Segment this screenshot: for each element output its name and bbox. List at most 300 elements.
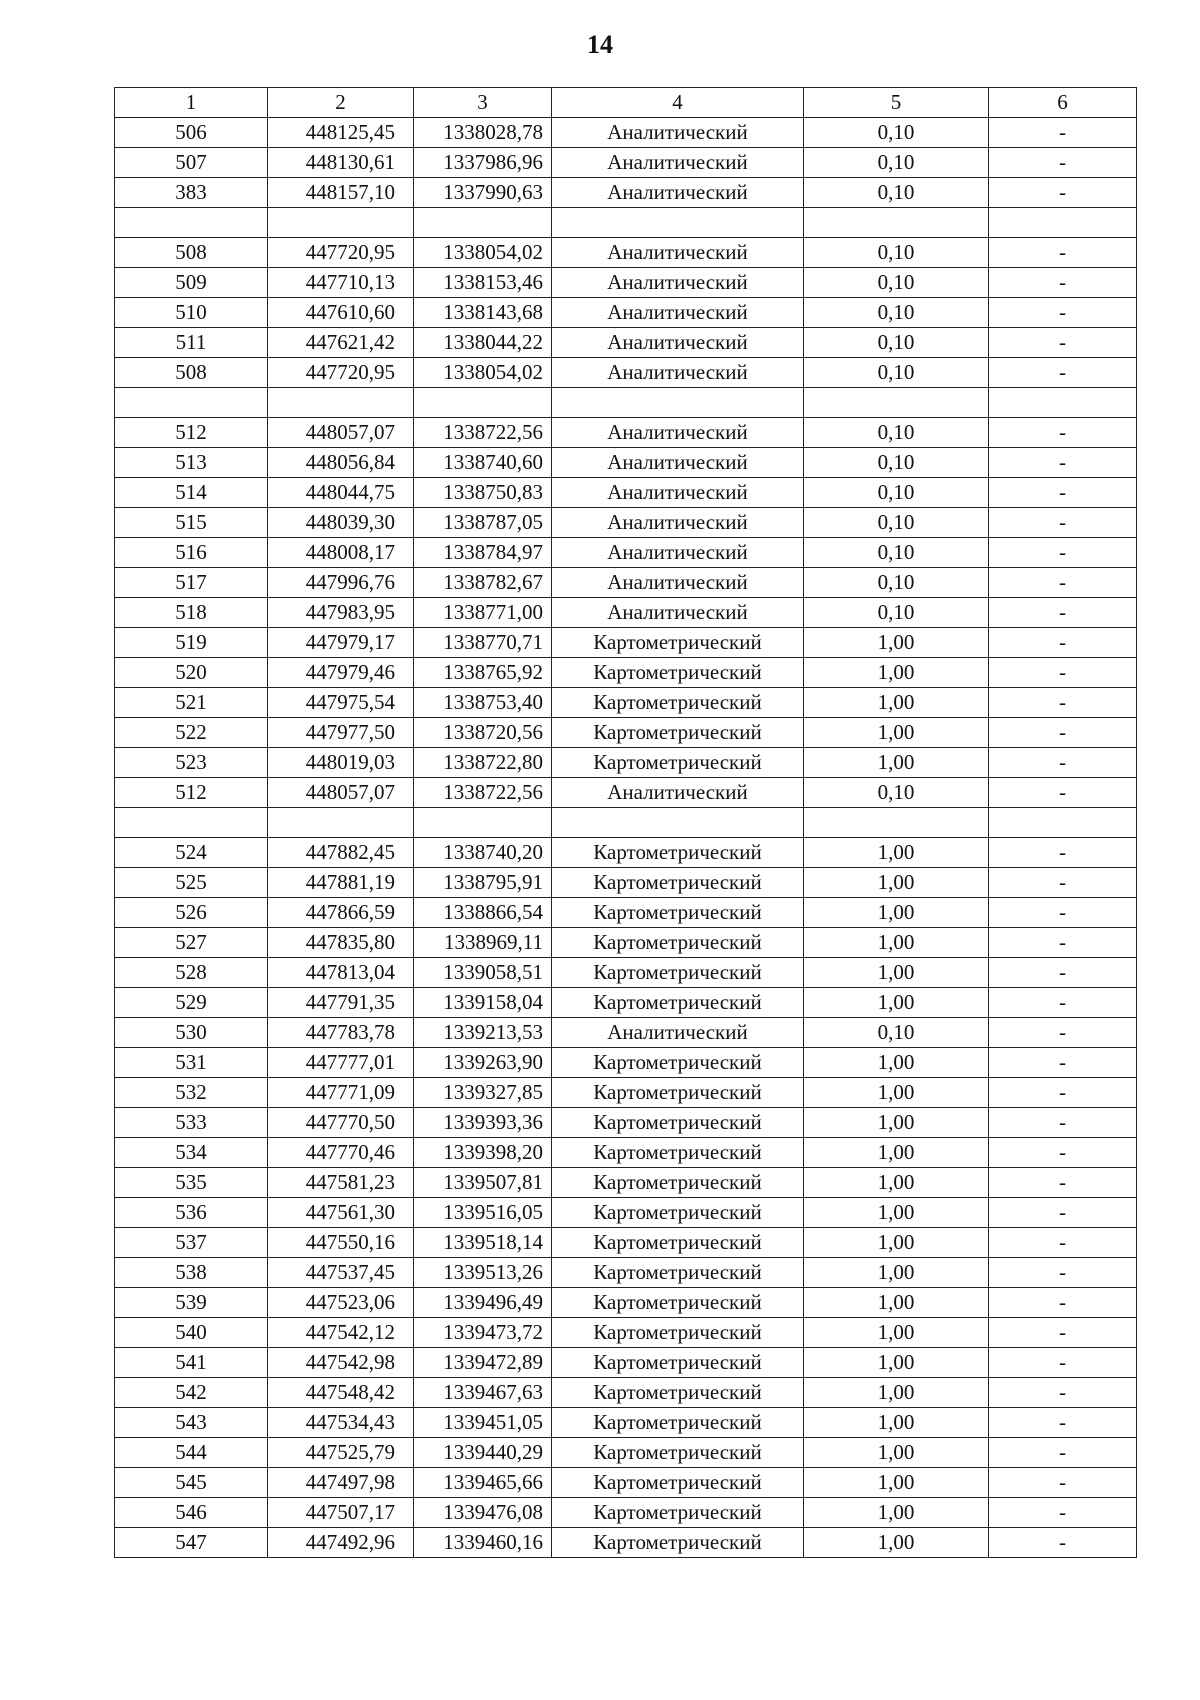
point-number-cell: 522 bbox=[115, 718, 268, 748]
y-coordinate-cell: 1338765,92 bbox=[414, 658, 552, 688]
y-coordinate-cell: 1337986,96 bbox=[414, 148, 552, 178]
x-coordinate-cell: 447881,19 bbox=[268, 868, 414, 898]
table-row bbox=[115, 1228, 1137, 1258]
accuracy-cell: 1,00 bbox=[804, 1438, 989, 1468]
x-coordinate-cell: 447975,54 bbox=[268, 688, 414, 718]
table-row bbox=[115, 238, 1137, 268]
y-coordinate-cell: 1338787,05 bbox=[414, 508, 552, 538]
table-row bbox=[115, 1258, 1137, 1288]
y-coordinate-cell: 1338771,00 bbox=[414, 598, 552, 628]
table-row bbox=[115, 208, 1137, 238]
accuracy-cell: 0,10 bbox=[804, 118, 989, 148]
table-row bbox=[115, 748, 1137, 778]
note-cell: - bbox=[989, 778, 1137, 808]
note-cell: - bbox=[989, 688, 1137, 718]
point-number-cell: 531 bbox=[115, 1048, 268, 1078]
point-number-cell: 536 bbox=[115, 1198, 268, 1228]
point-number-cell: 529 bbox=[115, 988, 268, 1018]
column-header: 2 bbox=[268, 88, 414, 118]
y-coordinate-cell: 1339496,49 bbox=[414, 1288, 552, 1318]
point-number-cell: 518 bbox=[115, 598, 268, 628]
y-coordinate-cell: 1339513,26 bbox=[414, 1258, 552, 1288]
accuracy-cell: 1,00 bbox=[804, 1198, 989, 1228]
accuracy-cell: 0,10 bbox=[804, 328, 989, 358]
note-cell: - bbox=[989, 1438, 1137, 1468]
point-number-cell: 516 bbox=[115, 538, 268, 568]
point-number-cell: 546 bbox=[115, 1498, 268, 1528]
column-header: 4 bbox=[552, 88, 804, 118]
point-number-cell: 539 bbox=[115, 1288, 268, 1318]
table-body bbox=[115, 118, 1137, 1558]
method-cell: Аналитический bbox=[552, 358, 804, 388]
x-coordinate-cell: 447979,46 bbox=[268, 658, 414, 688]
x-coordinate-cell: 447882,45 bbox=[268, 838, 414, 868]
method-cell bbox=[552, 388, 804, 418]
x-coordinate-cell: 447610,60 bbox=[268, 298, 414, 328]
method-cell: Картометрический bbox=[552, 1228, 804, 1258]
x-coordinate-cell: 448057,07 bbox=[268, 418, 414, 448]
x-coordinate-cell bbox=[268, 808, 414, 838]
point-number-cell: 544 bbox=[115, 1438, 268, 1468]
accuracy-cell: 1,00 bbox=[804, 628, 989, 658]
x-coordinate-cell: 447507,17 bbox=[268, 1498, 414, 1528]
note-cell: - bbox=[989, 1348, 1137, 1378]
x-coordinate-cell: 447720,95 bbox=[268, 238, 414, 268]
y-coordinate-cell: 1338740,60 bbox=[414, 448, 552, 478]
table-row bbox=[115, 1348, 1137, 1378]
x-coordinate-cell: 447813,04 bbox=[268, 958, 414, 988]
table-row bbox=[115, 1438, 1137, 1468]
method-cell: Картометрический bbox=[552, 1258, 804, 1288]
method-cell: Аналитический bbox=[552, 298, 804, 328]
accuracy-cell: 1,00 bbox=[804, 1498, 989, 1528]
y-coordinate-cell: 1339263,90 bbox=[414, 1048, 552, 1078]
note-cell: - bbox=[989, 1318, 1137, 1348]
table-row bbox=[115, 1528, 1137, 1558]
y-coordinate-cell: 1338054,02 bbox=[414, 358, 552, 388]
method-cell: Аналитический bbox=[552, 268, 804, 298]
method-cell: Аналитический bbox=[552, 148, 804, 178]
note-cell: - bbox=[989, 838, 1137, 868]
table-row bbox=[115, 298, 1137, 328]
note-cell: - bbox=[989, 568, 1137, 598]
point-number-cell: 541 bbox=[115, 1348, 268, 1378]
column-header: 1 bbox=[115, 88, 268, 118]
table-row bbox=[115, 658, 1137, 688]
column-header: 3 bbox=[414, 88, 552, 118]
note-cell: - bbox=[989, 1018, 1137, 1048]
note-cell: - bbox=[989, 538, 1137, 568]
table-row bbox=[115, 958, 1137, 988]
accuracy-cell: 1,00 bbox=[804, 1138, 989, 1168]
accuracy-cell: 1,00 bbox=[804, 1048, 989, 1078]
note-cell: - bbox=[989, 1228, 1137, 1258]
accuracy-cell: 0,10 bbox=[804, 268, 989, 298]
point-number-cell: 508 bbox=[115, 238, 268, 268]
x-coordinate-cell: 447771,09 bbox=[268, 1078, 414, 1108]
x-coordinate-cell: 447710,13 bbox=[268, 268, 414, 298]
point-number-cell: 535 bbox=[115, 1168, 268, 1198]
y-coordinate-cell bbox=[414, 808, 552, 838]
table-row bbox=[115, 1168, 1137, 1198]
accuracy-cell: 0,10 bbox=[804, 448, 989, 478]
note-cell bbox=[989, 808, 1137, 838]
accuracy-cell: 1,00 bbox=[804, 988, 989, 1018]
note-cell: - bbox=[989, 1198, 1137, 1228]
x-coordinate-cell: 448130,61 bbox=[268, 148, 414, 178]
table-row bbox=[115, 778, 1137, 808]
accuracy-cell: 0,10 bbox=[804, 508, 989, 538]
method-cell: Картометрический bbox=[552, 1438, 804, 1468]
table-row bbox=[115, 808, 1137, 838]
method-cell bbox=[552, 808, 804, 838]
method-cell: Картометрический bbox=[552, 1498, 804, 1528]
method-cell: Картометрический bbox=[552, 1078, 804, 1108]
x-coordinate-cell: 447977,50 bbox=[268, 718, 414, 748]
method-cell: Картометрический bbox=[552, 1138, 804, 1168]
method-cell: Аналитический bbox=[552, 538, 804, 568]
method-cell: Аналитический bbox=[552, 448, 804, 478]
x-coordinate-cell: 447550,16 bbox=[268, 1228, 414, 1258]
x-coordinate-cell: 447770,46 bbox=[268, 1138, 414, 1168]
y-coordinate-cell: 1338054,02 bbox=[414, 238, 552, 268]
x-coordinate-cell: 448056,84 bbox=[268, 448, 414, 478]
note-cell: - bbox=[989, 628, 1137, 658]
column-header: 5 bbox=[804, 88, 989, 118]
note-cell: - bbox=[989, 298, 1137, 328]
y-coordinate-cell: 1339516,05 bbox=[414, 1198, 552, 1228]
method-cell: Картометрический bbox=[552, 928, 804, 958]
x-coordinate-cell: 448044,75 bbox=[268, 478, 414, 508]
note-cell: - bbox=[989, 328, 1137, 358]
point-number-cell: 383 bbox=[115, 178, 268, 208]
y-coordinate-cell: 1338044,22 bbox=[414, 328, 552, 358]
x-coordinate-cell bbox=[268, 388, 414, 418]
accuracy-cell bbox=[804, 808, 989, 838]
point-number-cell: 545 bbox=[115, 1468, 268, 1498]
point-number-cell: 507 bbox=[115, 148, 268, 178]
note-cell: - bbox=[989, 898, 1137, 928]
x-coordinate-cell: 447542,12 bbox=[268, 1318, 414, 1348]
accuracy-cell: 1,00 bbox=[804, 718, 989, 748]
accuracy-cell: 1,00 bbox=[804, 1318, 989, 1348]
x-coordinate-cell: 448008,17 bbox=[268, 538, 414, 568]
accuracy-cell: 1,00 bbox=[804, 868, 989, 898]
accuracy-cell: 1,00 bbox=[804, 658, 989, 688]
y-coordinate-cell: 1338720,56 bbox=[414, 718, 552, 748]
note-cell: - bbox=[989, 1498, 1137, 1528]
accuracy-cell: 1,00 bbox=[804, 1378, 989, 1408]
y-coordinate-cell: 1339440,29 bbox=[414, 1438, 552, 1468]
x-coordinate-cell: 447720,95 bbox=[268, 358, 414, 388]
table-row bbox=[115, 1198, 1137, 1228]
y-coordinate-cell: 1337990,63 bbox=[414, 178, 552, 208]
x-coordinate-cell: 447770,50 bbox=[268, 1108, 414, 1138]
x-coordinate-cell: 447537,45 bbox=[268, 1258, 414, 1288]
table-row bbox=[115, 1078, 1137, 1108]
y-coordinate-cell: 1339465,66 bbox=[414, 1468, 552, 1498]
method-cell: Картометрический bbox=[552, 1468, 804, 1498]
table-row bbox=[115, 148, 1137, 178]
accuracy-cell: 1,00 bbox=[804, 838, 989, 868]
point-number-cell: 512 bbox=[115, 778, 268, 808]
accuracy-cell: 1,00 bbox=[804, 1528, 989, 1558]
y-coordinate-cell: 1339213,53 bbox=[414, 1018, 552, 1048]
point-number-cell: 512 bbox=[115, 418, 268, 448]
point-number-cell: 540 bbox=[115, 1318, 268, 1348]
table-row bbox=[115, 268, 1137, 298]
y-coordinate-cell: 1338722,56 bbox=[414, 418, 552, 448]
point-number-cell: 509 bbox=[115, 268, 268, 298]
point-number-cell: 532 bbox=[115, 1078, 268, 1108]
table-row bbox=[115, 508, 1137, 538]
accuracy-cell: 0,10 bbox=[804, 568, 989, 598]
y-coordinate-cell: 1339327,85 bbox=[414, 1078, 552, 1108]
note-cell: - bbox=[989, 358, 1137, 388]
point-number-cell: 547 bbox=[115, 1528, 268, 1558]
note-cell: - bbox=[989, 1468, 1137, 1498]
x-coordinate-cell: 448019,03 bbox=[268, 748, 414, 778]
method-cell: Аналитический bbox=[552, 418, 804, 448]
x-coordinate-cell: 447561,30 bbox=[268, 1198, 414, 1228]
y-coordinate-cell bbox=[414, 208, 552, 238]
table-row bbox=[115, 388, 1137, 418]
method-cell: Картометрический bbox=[552, 718, 804, 748]
accuracy-cell: 0,10 bbox=[804, 538, 989, 568]
column-header: 6 bbox=[989, 88, 1137, 118]
note-cell: - bbox=[989, 238, 1137, 268]
x-coordinate-cell: 447983,95 bbox=[268, 598, 414, 628]
y-coordinate-cell: 1339058,51 bbox=[414, 958, 552, 988]
accuracy-cell: 1,00 bbox=[804, 928, 989, 958]
method-cell: Картометрический bbox=[552, 898, 804, 928]
y-coordinate-cell: 1338795,91 bbox=[414, 868, 552, 898]
method-cell: Картометрический bbox=[552, 1348, 804, 1378]
point-number-cell bbox=[115, 808, 268, 838]
accuracy-cell: 1,00 bbox=[804, 1108, 989, 1138]
y-coordinate-cell: 1339398,20 bbox=[414, 1138, 552, 1168]
table-row bbox=[115, 478, 1137, 508]
note-cell: - bbox=[989, 988, 1137, 1018]
method-cell: Картометрический bbox=[552, 1048, 804, 1078]
point-number-cell: 517 bbox=[115, 568, 268, 598]
table-row bbox=[115, 598, 1137, 628]
note-cell: - bbox=[989, 508, 1137, 538]
point-number-cell: 542 bbox=[115, 1378, 268, 1408]
x-coordinate-cell: 447996,76 bbox=[268, 568, 414, 598]
y-coordinate-cell: 1338750,83 bbox=[414, 478, 552, 508]
x-coordinate-cell: 447497,98 bbox=[268, 1468, 414, 1498]
table-row bbox=[115, 358, 1137, 388]
table-row bbox=[115, 448, 1137, 478]
point-number-cell: 506 bbox=[115, 118, 268, 148]
y-coordinate-cell: 1338153,46 bbox=[414, 268, 552, 298]
x-coordinate-cell: 447777,01 bbox=[268, 1048, 414, 1078]
coordinates-table bbox=[114, 87, 1137, 1558]
point-number-cell: 543 bbox=[115, 1408, 268, 1438]
y-coordinate-cell: 1338866,54 bbox=[414, 898, 552, 928]
table-row bbox=[115, 1288, 1137, 1318]
table-row bbox=[115, 1378, 1137, 1408]
table-row bbox=[115, 718, 1137, 748]
accuracy-cell: 1,00 bbox=[804, 1408, 989, 1438]
accuracy-cell: 1,00 bbox=[804, 1258, 989, 1288]
point-number-cell: 523 bbox=[115, 748, 268, 778]
table-row bbox=[115, 118, 1137, 148]
method-cell: Аналитический bbox=[552, 478, 804, 508]
table-row bbox=[115, 418, 1137, 448]
method-cell: Аналитический bbox=[552, 118, 804, 148]
x-coordinate-cell: 447581,23 bbox=[268, 1168, 414, 1198]
note-cell: - bbox=[989, 268, 1137, 298]
accuracy-cell: 1,00 bbox=[804, 958, 989, 988]
point-number-cell: 521 bbox=[115, 688, 268, 718]
table-row bbox=[115, 868, 1137, 898]
table-row bbox=[115, 1048, 1137, 1078]
x-coordinate-cell: 448157,10 bbox=[268, 178, 414, 208]
note-cell: - bbox=[989, 1288, 1137, 1318]
method-cell: Картометрический bbox=[552, 868, 804, 898]
note-cell: - bbox=[989, 1408, 1137, 1438]
method-cell: Картометрический bbox=[552, 1408, 804, 1438]
x-coordinate-cell: 447534,43 bbox=[268, 1408, 414, 1438]
table-row bbox=[115, 1468, 1137, 1498]
method-cell: Картометрический bbox=[552, 1168, 804, 1198]
point-number-cell: 508 bbox=[115, 358, 268, 388]
y-coordinate-cell: 1339467,63 bbox=[414, 1378, 552, 1408]
method-cell: Аналитический bbox=[552, 1018, 804, 1048]
y-coordinate-cell: 1338028,78 bbox=[414, 118, 552, 148]
note-cell: - bbox=[989, 868, 1137, 898]
note-cell: - bbox=[989, 478, 1137, 508]
point-number-cell: 526 bbox=[115, 898, 268, 928]
point-number-cell: 527 bbox=[115, 928, 268, 958]
accuracy-cell: 0,10 bbox=[804, 298, 989, 328]
note-cell: - bbox=[989, 1108, 1137, 1138]
accuracy-cell: 1,00 bbox=[804, 1288, 989, 1318]
table-row bbox=[115, 1108, 1137, 1138]
accuracy-cell: 1,00 bbox=[804, 688, 989, 718]
note-cell: - bbox=[989, 1528, 1137, 1558]
accuracy-cell: 1,00 bbox=[804, 1348, 989, 1378]
note-cell: - bbox=[989, 178, 1137, 208]
x-coordinate-cell: 447523,06 bbox=[268, 1288, 414, 1318]
table-row bbox=[115, 1498, 1137, 1528]
accuracy-cell: 1,00 bbox=[804, 1168, 989, 1198]
x-coordinate-cell: 447525,79 bbox=[268, 1438, 414, 1468]
method-cell: Картометрический bbox=[552, 1528, 804, 1558]
method-cell: Картометрический bbox=[552, 688, 804, 718]
method-cell: Картометрический bbox=[552, 1318, 804, 1348]
method-cell: Картометрический bbox=[552, 1108, 804, 1138]
note-cell: - bbox=[989, 958, 1137, 988]
y-coordinate-cell: 1339473,72 bbox=[414, 1318, 552, 1348]
table-row bbox=[115, 328, 1137, 358]
point-number-cell: 514 bbox=[115, 478, 268, 508]
method-cell: Аналитический bbox=[552, 178, 804, 208]
page-number: 14 bbox=[587, 30, 613, 59]
point-number-cell: 537 bbox=[115, 1228, 268, 1258]
x-coordinate-cell: 447866,59 bbox=[268, 898, 414, 928]
y-coordinate-cell: 1339451,05 bbox=[414, 1408, 552, 1438]
table-row bbox=[115, 178, 1137, 208]
note-cell: - bbox=[989, 658, 1137, 688]
note-cell: - bbox=[989, 598, 1137, 628]
y-coordinate-cell: 1338740,20 bbox=[414, 838, 552, 868]
y-coordinate-cell: 1339518,14 bbox=[414, 1228, 552, 1258]
point-number-cell: 510 bbox=[115, 298, 268, 328]
accuracy-cell: 1,00 bbox=[804, 1078, 989, 1108]
method-cell: Картометрический bbox=[552, 658, 804, 688]
method-cell bbox=[552, 208, 804, 238]
note-cell: - bbox=[989, 1378, 1137, 1408]
note-cell: - bbox=[989, 418, 1137, 448]
table-row bbox=[115, 688, 1137, 718]
method-cell: Картометрический bbox=[552, 988, 804, 1018]
x-coordinate-cell: 448057,07 bbox=[268, 778, 414, 808]
y-coordinate-cell: 1339393,36 bbox=[414, 1108, 552, 1138]
note-cell: - bbox=[989, 1258, 1137, 1288]
x-coordinate-cell: 447548,42 bbox=[268, 1378, 414, 1408]
method-cell: Картометрический bbox=[552, 1198, 804, 1228]
y-coordinate-cell: 1338143,68 bbox=[414, 298, 552, 328]
note-cell: - bbox=[989, 1048, 1137, 1078]
point-number-cell: 533 bbox=[115, 1108, 268, 1138]
point-number-cell: 534 bbox=[115, 1138, 268, 1168]
x-coordinate-cell: 448125,45 bbox=[268, 118, 414, 148]
y-coordinate-cell: 1338753,40 bbox=[414, 688, 552, 718]
method-cell: Картометрический bbox=[552, 1288, 804, 1318]
table-row bbox=[115, 928, 1137, 958]
point-number-cell: 515 bbox=[115, 508, 268, 538]
method-cell: Аналитический bbox=[552, 778, 804, 808]
table-row bbox=[115, 1318, 1137, 1348]
y-coordinate-cell: 1338722,80 bbox=[414, 748, 552, 778]
table-row bbox=[115, 1018, 1137, 1048]
point-number-cell: 524 bbox=[115, 838, 268, 868]
accuracy-cell: 0,10 bbox=[804, 1018, 989, 1048]
accuracy-cell: 0,10 bbox=[804, 178, 989, 208]
table-header-row bbox=[115, 88, 1137, 118]
accuracy-cell: 1,00 bbox=[804, 1228, 989, 1258]
accuracy-cell: 0,10 bbox=[804, 148, 989, 178]
point-number-cell: 530 bbox=[115, 1018, 268, 1048]
table-row bbox=[115, 838, 1137, 868]
note-cell: - bbox=[989, 148, 1137, 178]
accuracy-cell: 0,10 bbox=[804, 358, 989, 388]
point-number-cell: 519 bbox=[115, 628, 268, 658]
x-coordinate-cell: 448039,30 bbox=[268, 508, 414, 538]
note-cell: - bbox=[989, 1078, 1137, 1108]
x-coordinate-cell: 447783,78 bbox=[268, 1018, 414, 1048]
table-row bbox=[115, 898, 1137, 928]
table-row bbox=[115, 1408, 1137, 1438]
note-cell: - bbox=[989, 448, 1137, 478]
method-cell: Картометрический bbox=[552, 628, 804, 658]
accuracy-cell: 0,10 bbox=[804, 238, 989, 268]
x-coordinate-cell: 447791,35 bbox=[268, 988, 414, 1018]
accuracy-cell: 1,00 bbox=[804, 1468, 989, 1498]
y-coordinate-cell: 1338770,71 bbox=[414, 628, 552, 658]
accuracy-cell bbox=[804, 208, 989, 238]
x-coordinate-cell bbox=[268, 208, 414, 238]
y-coordinate-cell: 1339472,89 bbox=[414, 1348, 552, 1378]
method-cell: Картометрический bbox=[552, 748, 804, 778]
accuracy-cell: 0,10 bbox=[804, 478, 989, 508]
method-cell: Аналитический bbox=[552, 238, 804, 268]
method-cell: Картометрический bbox=[552, 838, 804, 868]
table-row bbox=[115, 568, 1137, 598]
